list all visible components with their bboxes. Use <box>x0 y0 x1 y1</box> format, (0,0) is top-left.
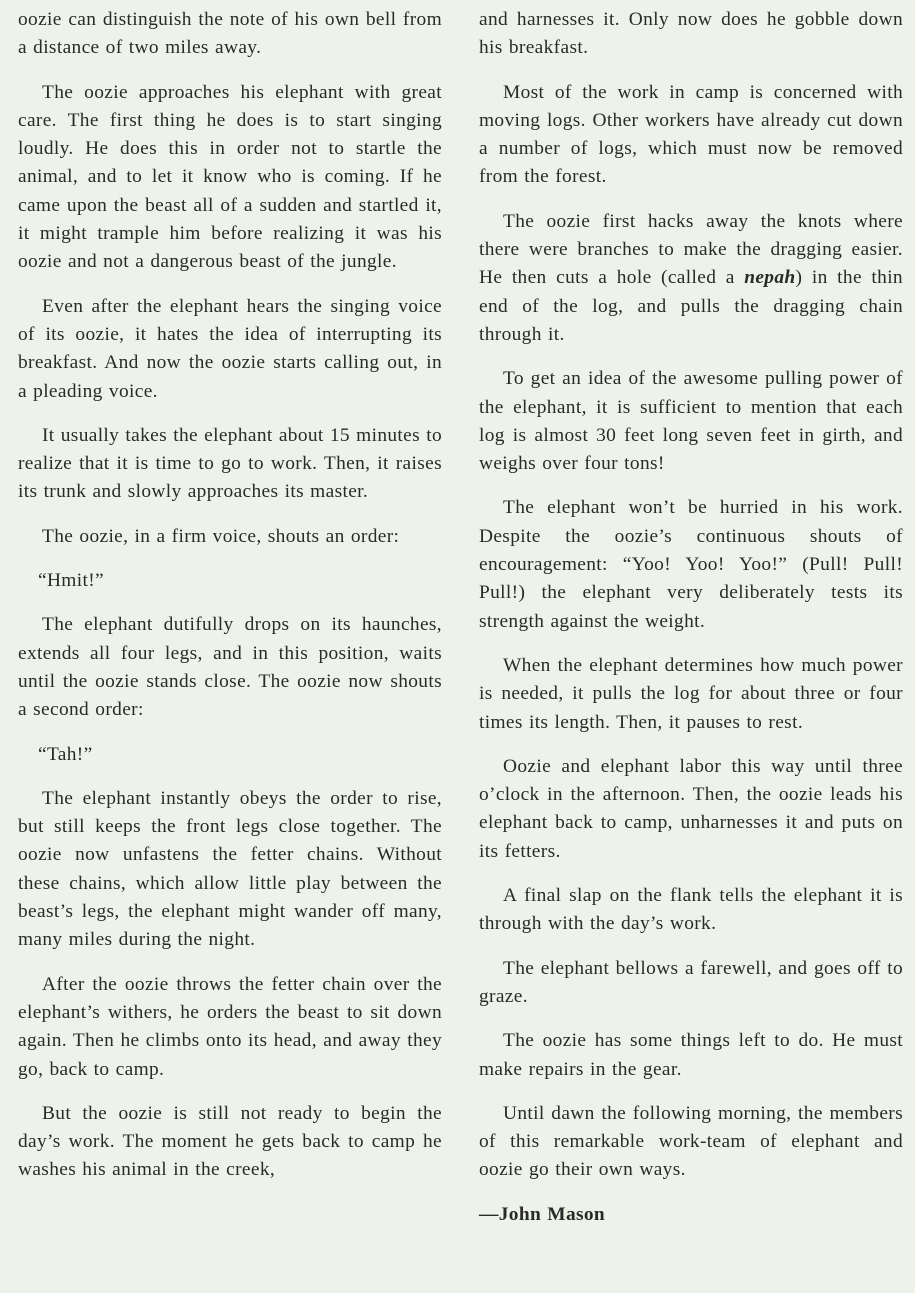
term-nepah: nepah <box>744 267 796 289</box>
paragraph: Even after the elephant hears the singing voice of its oozie, it hates the idea of interrupting its breakfast. And now the oozie starts calling out, in a pleading voice. <box>18 295 442 402</box>
paragraph <box>479 208 903 349</box>
paragraph: and harnesses it. Only now does he gobble down his breakfast. <box>479 9 903 59</box>
paragraph: The oozie, in a firm voice, shouts an order: <box>42 525 400 547</box>
right-column <box>479 6 903 1245</box>
paragraph: Most of the work in camp is concerned with moving logs. Other workers have already cut down a number of logs, which must now be removed from the forest. <box>479 81 903 188</box>
paragraph-text: ) in the thin end of the log, and pulls the dragging chain through it. <box>479 267 903 345</box>
paragraph: To get an idea of the awesome pulling power of the elephant, it is sufficient to mention that each log is almost 30 feet long seven feet in girth, and weighs over four tons! <box>479 368 903 475</box>
author-signature: —John Mason <box>479 1203 606 1225</box>
paragraph: The elephant won’t be hurried in his work. Despite the oozie’s continuous shouts of encouragement: “Yoo! Yoo! Yoo!” (Pull! Pull! Pull!) the elephant very deliberately tests its strength against the weight. <box>479 497 903 632</box>
paragraph-text: The oozie first hacks away the knots where there were branches to make the dragging easier. He then cuts a hole (called a <box>479 210 903 289</box>
paragraph: Oozie and elephant labor this way until three o’clock in the afternoon. Then, the oozie leads his elephant back to camp, unharnesses it and puts on its fetters. <box>479 755 903 862</box>
paragraph: It usually takes the elephant about 15 minutes to realize that it is time to go to work. Then, it raises its trunk and slowly approaches its master. <box>18 424 442 503</box>
quote-command: “Hmit!” <box>38 570 104 592</box>
paragraph: The oozie has some things left to do. He must make repairs in the gear. <box>479 1030 903 1080</box>
paragraph: The oozie approaches his elephant with great care. The first thing he does is to start singing loudly. He does this in order not to startle the animal, and to let it know who is coming. If he came upon the beast all of a sudden and startled it, it might trample him before realizing it was his oozie and not a dangerous beast of the jungle. <box>18 81 442 273</box>
paragraph: Until dawn the following morning, the members of this remarkable work-team of elephant and oozie go their own ways. <box>479 1102 903 1181</box>
paragraph: When the elephant determines how much power is needed, it pulls the log for about three or four times its length. Then, it pauses to rest. <box>479 654 903 733</box>
paragraph: The elephant instantly obeys the order to rise, but still keeps the front legs close together. The oozie now unfastens the fetter chains. Without these chains, which allow little play between the beast’s legs, the elephant might wander off many, many miles during the night. <box>18 787 442 951</box>
quote-command: “Tah!” <box>38 743 93 765</box>
paragraph: But the oozie is still not ready to begin the day’s work. The moment he gets back to camp he washes his animal in the creek, <box>18 1102 442 1181</box>
paragraph: The elephant bellows a farewell, and goes off to graze. <box>479 957 903 1007</box>
paragraph: oozie can distinguish the note of his own bell from a distance of two miles away. <box>18 9 442 59</box>
paragraph: After the oozie throws the fetter chain over the elephant’s withers, he orders the beast to sit down again. Then he climbs onto its head, and away they go, back to camp. <box>18 973 442 1080</box>
paragraph: A final slap on the flank tells the elephant it is through with the day’s work. <box>479 885 903 935</box>
paragraph: The elephant dutifully drops on its haunches, extends all four legs, and in this position, waits until the oozie stands close. The oozie now shouts a second order: <box>18 614 442 721</box>
left-column <box>18 6 442 1201</box>
